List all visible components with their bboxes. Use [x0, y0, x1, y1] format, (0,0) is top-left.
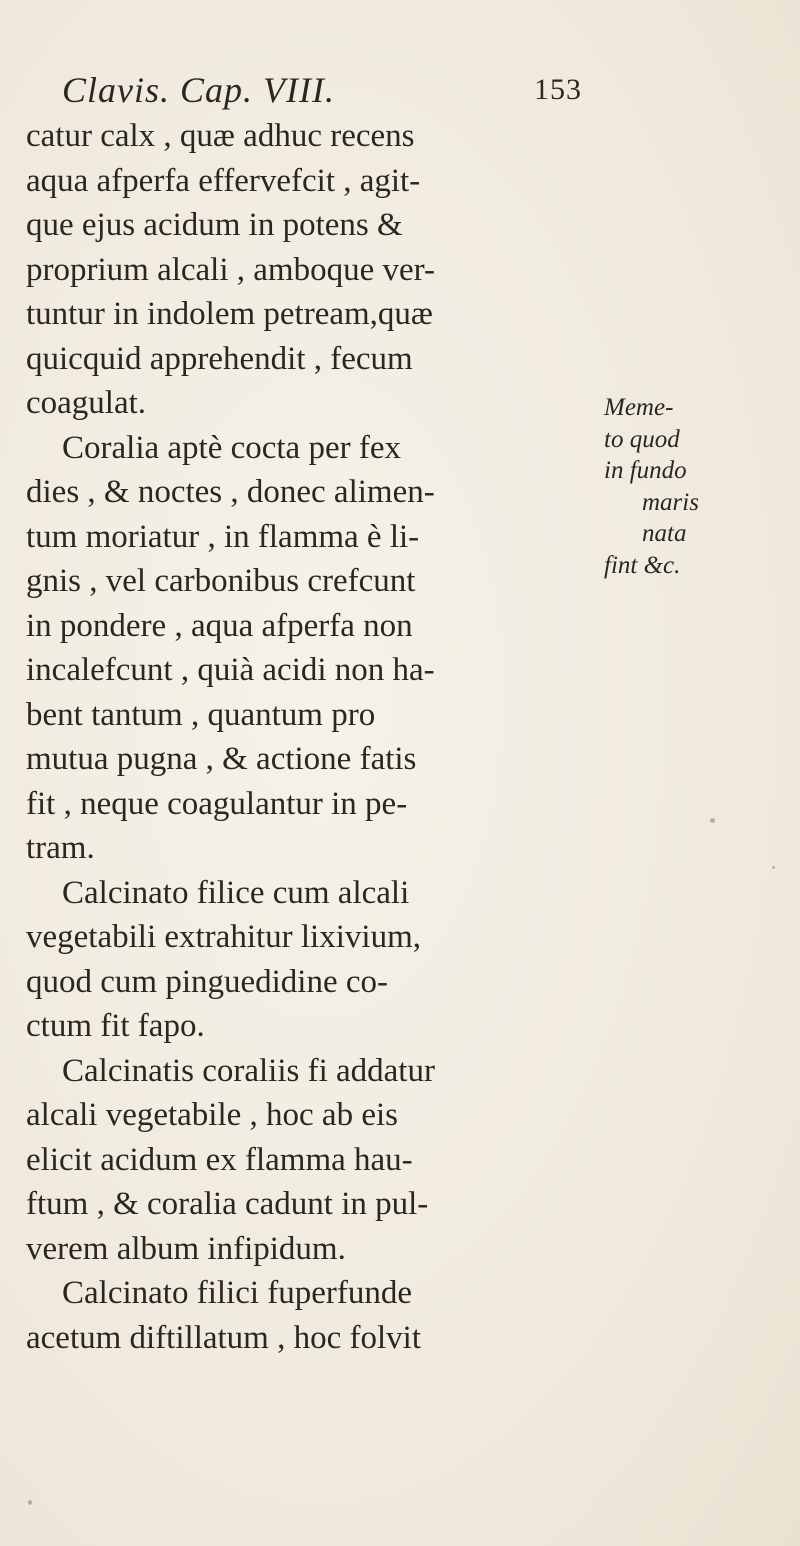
text-line: tuntur in indolem petream,quæ	[26, 296, 433, 332]
margin-note-line: Meme-	[604, 394, 674, 421]
text-line: dies , & noctes , donec alimen-	[26, 474, 435, 510]
running-title: Clavis. Cap. VIII.	[62, 70, 335, 110]
text-line: bent tantum , quantum pro	[26, 696, 376, 733]
text-line: mutua pugna , & actione fatis	[26, 741, 417, 777]
margin-note-line: maris	[642, 488, 699, 516]
margin-note-line: nata	[642, 520, 687, 547]
text-line: coagulat.	[26, 385, 147, 421]
text-line: Calcinato filice cum alcali	[62, 874, 410, 911]
margin-note-line: fint &c.	[604, 551, 681, 579]
page-header	[62, 68, 582, 112]
text-line: elicit acidum ex flamma hau-	[26, 1141, 413, 1178]
text-line: fit , neque coagulantur in pe-	[26, 785, 408, 822]
text-line: Calcinato filici fuperfunde	[62, 1275, 413, 1311]
text-line: acetum diftillatum , hoc folvit	[26, 1319, 421, 1356]
text-line: quicquid apprehendit , fecum	[26, 340, 413, 377]
text-line: vegetabili extrahitur lixivium,	[26, 919, 421, 955]
text-line: ctum fit fapo.	[26, 1008, 205, 1044]
text-line: in pondere , aqua afperfa non	[26, 607, 413, 644]
page-number: 153	[534, 73, 582, 106]
margin-note-line: to quod	[604, 425, 680, 453]
text-line: catur calx , quæ adhuc recens	[26, 118, 415, 154]
text-line: Coralia aptè cocta per fex	[62, 429, 401, 466]
paper-speck	[772, 866, 775, 869]
text-line: aqua afperfa effervefcit , agit-	[26, 162, 421, 199]
text-line: tum moriatur , in flamma è li-	[26, 518, 420, 555]
paper-speck	[710, 818, 715, 823]
margin-note	[604, 392, 794, 581]
text-line: incalefcunt , quià acidi non ha-	[26, 652, 435, 688]
text-line: verem album infipidum.	[26, 1230, 346, 1267]
text-line: tram.	[26, 830, 95, 866]
text-line: ftum , & coralia cadunt in pul-	[26, 1186, 429, 1222]
paper-speck	[28, 1500, 32, 1505]
text-line: alcali vegetabile , hoc ab eis	[26, 1097, 398, 1133]
body-text	[26, 114, 586, 1360]
text-line: quod cum pinguedidine co-	[26, 963, 389, 1000]
text-line: proprium alcali , amboque ver-	[26, 251, 435, 288]
text-line: Calcinatis coraliis fi addatur	[62, 1052, 435, 1089]
margin-note-line: in fundo	[604, 457, 687, 484]
text-line: que ejus acidum in potens &	[26, 207, 403, 243]
text-line: gnis , vel carbonibus crefcunt	[26, 563, 416, 599]
